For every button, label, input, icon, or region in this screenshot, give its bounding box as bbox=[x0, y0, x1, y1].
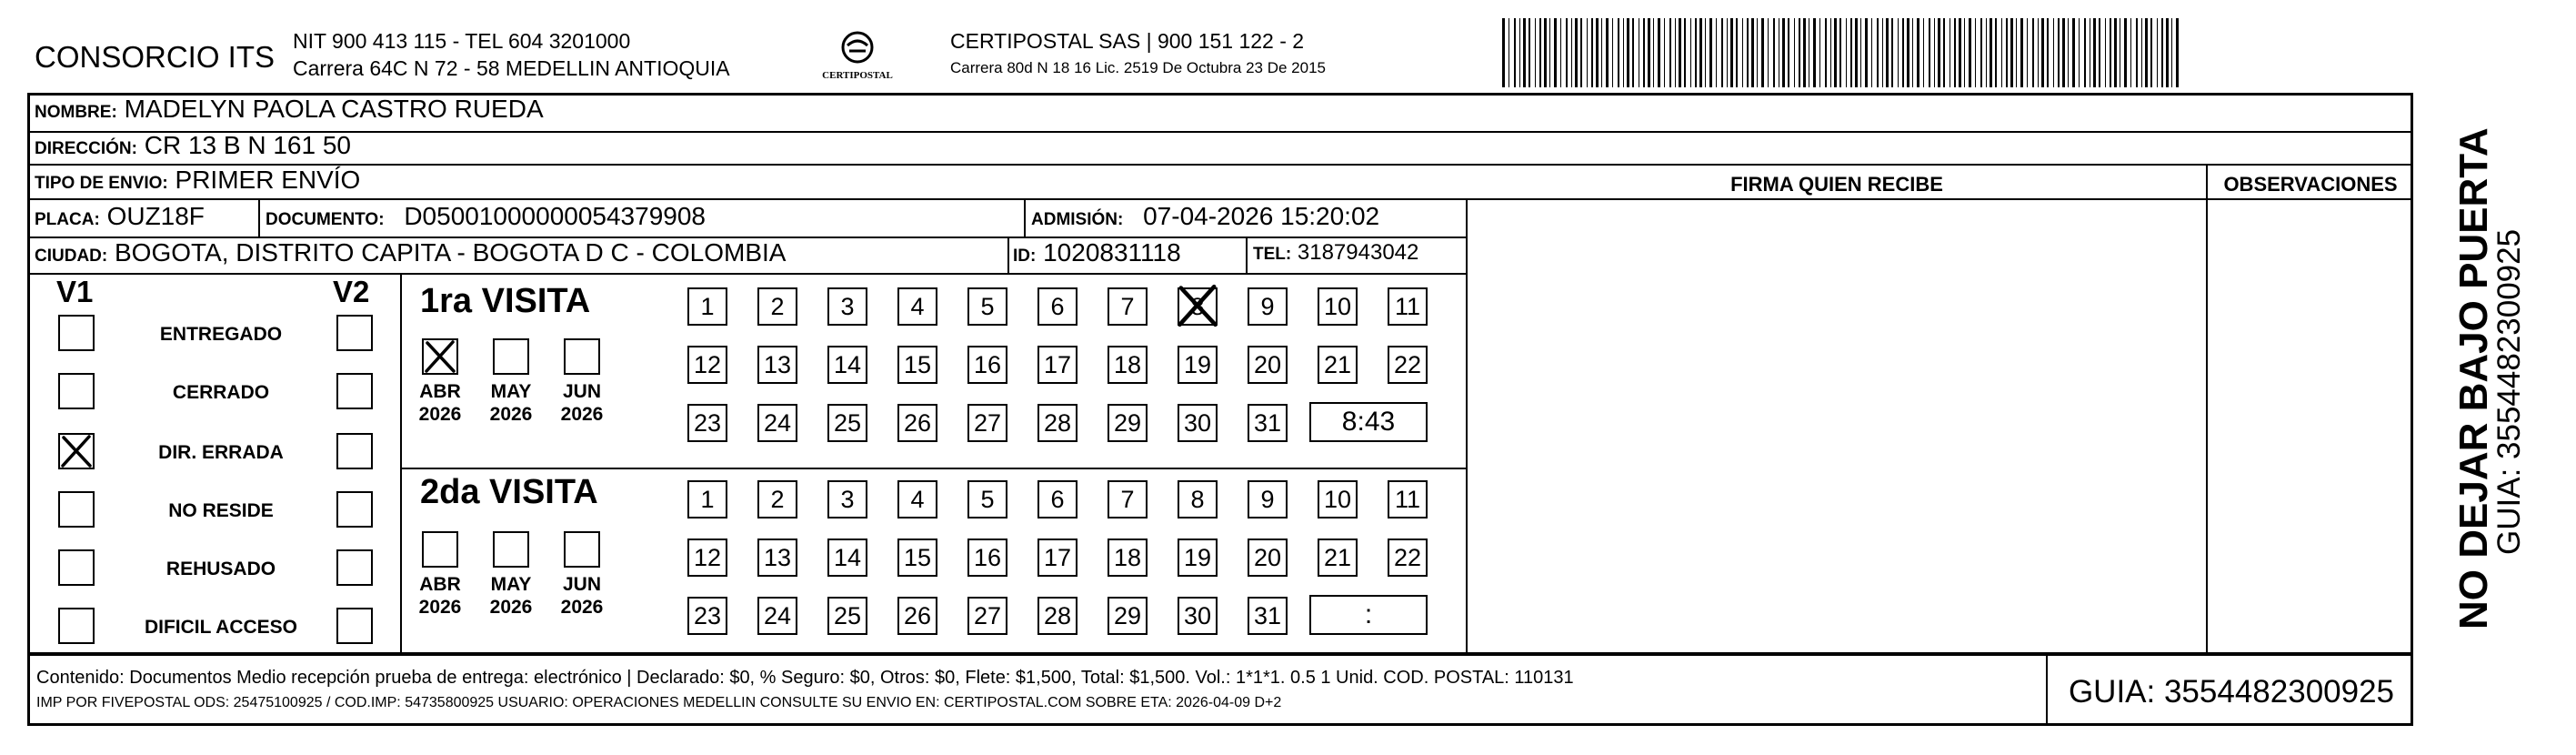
day-box[interactable]: 31 bbox=[1248, 404, 1288, 442]
v1-checkbox[interactable] bbox=[58, 373, 95, 409]
day-box[interactable]: 19 bbox=[1178, 346, 1218, 384]
day-box[interactable]: 31 bbox=[1248, 597, 1288, 635]
day-box[interactable]: 25 bbox=[827, 404, 867, 442]
v2-checkbox[interactable] bbox=[336, 608, 373, 644]
ciudad-label: CIUDAD: bbox=[35, 247, 108, 266]
month-label: JUN 2026 bbox=[560, 381, 604, 425]
visit-time-box[interactable]: 8:43 bbox=[1309, 402, 1428, 442]
month-label: MAY 2026 bbox=[489, 574, 533, 618]
day-box[interactable]: 22 bbox=[1388, 346, 1428, 384]
firma-header: FIRMA QUIEN RECIBE bbox=[1730, 173, 1943, 196]
day-box[interactable]: 30 bbox=[1178, 404, 1218, 442]
v1-checkbox[interactable] bbox=[58, 491, 95, 528]
day-box[interactable]: 17 bbox=[1037, 539, 1078, 577]
day-box[interactable]: 8 bbox=[1178, 287, 1218, 326]
nombre-value: MADELYN PAOLA CASTRO RUEDA bbox=[124, 95, 544, 123]
logo-text: CERTIPOSTAL bbox=[822, 70, 893, 81]
day-box[interactable]: 20 bbox=[1248, 346, 1288, 384]
status-label: DIFICIL ACCESO bbox=[144, 617, 297, 638]
day-box[interactable]: 8 bbox=[1178, 480, 1218, 518]
status-label: NO RESIDE bbox=[168, 500, 274, 521]
day-box[interactable]: 28 bbox=[1037, 404, 1078, 442]
day-box[interactable]: 10 bbox=[1318, 480, 1358, 518]
v2-checkbox[interactable] bbox=[336, 373, 373, 409]
day-box[interactable]: 11 bbox=[1388, 287, 1428, 326]
v2-checkbox[interactable] bbox=[336, 315, 373, 351]
day-box[interactable]: 30 bbox=[1178, 597, 1218, 635]
tipo-envio-value: PRIMER ENVÍO bbox=[175, 166, 361, 194]
v1-checkbox[interactable] bbox=[58, 549, 95, 586]
day-box[interactable]: 15 bbox=[897, 346, 937, 384]
observaciones-header: OBSERVACIONES bbox=[2223, 173, 2398, 196]
barcode bbox=[1502, 18, 2184, 87]
documento-value: D05001000000054379908 bbox=[404, 202, 706, 230]
status-label: REHUSADO bbox=[165, 559, 276, 579]
day-box[interactable]: 15 bbox=[897, 539, 937, 577]
day-box[interactable]: 2 bbox=[757, 287, 797, 326]
day-box[interactable]: 24 bbox=[757, 597, 797, 635]
status-label: CERRADO bbox=[172, 382, 270, 403]
courier-name: CERTIPOSTAL SAS | 900 151 122 - 2 bbox=[950, 29, 1305, 53]
day-box[interactable]: 26 bbox=[897, 597, 937, 635]
day-box[interactable]: 26 bbox=[897, 404, 937, 442]
admision-value: 07-04-2026 15:20:02 bbox=[1143, 202, 1380, 230]
day-box[interactable]: 27 bbox=[967, 597, 1007, 635]
side-guia: GUIA: 3554482300925 bbox=[2491, 228, 2527, 555]
day-box[interactable]: 10 bbox=[1318, 287, 1358, 326]
status-label: ENTREGADO bbox=[159, 324, 283, 345]
nombre-label: NOMBRE: bbox=[35, 103, 117, 122]
day-box[interactable]: 12 bbox=[687, 539, 727, 577]
day-box[interactable]: 29 bbox=[1108, 597, 1148, 635]
day-box[interactable]: 16 bbox=[967, 539, 1007, 577]
footer-content: Contenido: Documentos Medio recepción prueba de entrega: electrónico | Declarado: $0, % Seguro: $0, Otros: $0, Flete: $1,500, Total: $1,500. Vol.: 1*1*1. 0.5 1 Unid. COD. POSTAL: 110131 bbox=[36, 668, 1574, 688]
direccion-field bbox=[35, 131, 351, 160]
day-box[interactable]: 24 bbox=[757, 404, 797, 442]
day-box[interactable]: 29 bbox=[1108, 404, 1148, 442]
direccion-value: CR 13 B N 161 50 bbox=[144, 131, 351, 159]
admision-field bbox=[1031, 202, 1379, 231]
footer-guia: GUIA: 3554482300925 bbox=[2068, 674, 2395, 710]
day-box[interactable]: 12 bbox=[687, 346, 727, 384]
day-box[interactable]: 21 bbox=[1318, 346, 1358, 384]
tipo-envio-field bbox=[35, 166, 360, 195]
placa-field bbox=[35, 202, 205, 231]
day-box[interactable]: 6 bbox=[1037, 480, 1078, 518]
v1-checkbox[interactable] bbox=[58, 433, 95, 469]
month-checkbox[interactable] bbox=[422, 531, 458, 568]
v2-header: V2 bbox=[333, 275, 370, 308]
day-box[interactable]: 17 bbox=[1037, 346, 1078, 384]
documento-label: DOCUMENTO: bbox=[266, 210, 385, 229]
day-box[interactable]: 28 bbox=[1037, 597, 1078, 635]
day-box[interactable]: 25 bbox=[827, 597, 867, 635]
courier-info bbox=[950, 27, 1326, 82]
month-label: JUN 2026 bbox=[560, 574, 604, 618]
courier-address: Carrera 80d N 18 16 Lic. 2519 De Octubra 23 De 2015 bbox=[950, 59, 1326, 76]
tipo-envio-label: TIPO DE ENVIO: bbox=[35, 174, 168, 193]
visit1-title: 1ra VISITA bbox=[420, 282, 591, 320]
v1-checkbox[interactable] bbox=[58, 315, 95, 351]
day-box[interactable]: 7 bbox=[1108, 480, 1148, 518]
day-box[interactable]: 3 bbox=[827, 287, 867, 326]
day-box[interactable]: 13 bbox=[757, 346, 797, 384]
footer-print-info: IMP POR FIVEPOSTAL ODS: 25475100925 / COD.IMP: 54735800925 USUARIO: OPERACIONES MEDELLIN CONSULTE SU ENVIO EN: CERTIPOSTAL.COM SOBRE ETA: 2026-04-09 D+2 bbox=[36, 695, 1282, 710]
x-mark-icon bbox=[1174, 282, 1221, 329]
id-value: 1020831118 bbox=[1043, 238, 1181, 267]
x-mark-icon bbox=[422, 338, 458, 375]
v1-checkbox[interactable] bbox=[58, 608, 95, 644]
placa-label: PLACA: bbox=[35, 210, 100, 229]
v1-header: V1 bbox=[56, 275, 94, 308]
nit-line: NIT 900 413 115 - TEL 604 3201000 bbox=[293, 29, 631, 53]
day-box[interactable]: 4 bbox=[897, 480, 937, 518]
day-box[interactable]: 22 bbox=[1388, 539, 1428, 577]
day-box[interactable]: 4 bbox=[897, 287, 937, 326]
v2-checkbox[interactable] bbox=[336, 491, 373, 528]
visit2-title: 2da VISITA bbox=[420, 473, 598, 511]
day-box[interactable]: 23 bbox=[687, 597, 727, 635]
status-label: DIR. ERRADA bbox=[158, 442, 284, 463]
day-box[interactable]: 14 bbox=[827, 346, 867, 384]
day-box[interactable]: 1 bbox=[687, 287, 727, 326]
day-box[interactable]: 2 bbox=[757, 480, 797, 518]
ciudad-value: BOGOTA, DISTRITO CAPITA - BOGOTA D C - COLOMBIA bbox=[115, 238, 787, 267]
id-label: ID: bbox=[1013, 247, 1037, 266]
day-box[interactable]: 13 bbox=[757, 539, 797, 577]
day-box[interactable]: 11 bbox=[1388, 480, 1428, 518]
admision-label: ADMISIÓN: bbox=[1031, 210, 1124, 229]
month-label: ABR 2026 bbox=[418, 574, 462, 618]
day-box[interactable]: 23 bbox=[687, 404, 727, 442]
day-box[interactable]: 27 bbox=[967, 404, 1007, 442]
month-checkbox[interactable] bbox=[564, 531, 600, 568]
month-label: MAY 2026 bbox=[489, 381, 533, 425]
visit-time-box[interactable]: : bbox=[1309, 595, 1428, 635]
day-box[interactable]: 18 bbox=[1108, 346, 1148, 384]
certipostal-logo bbox=[807, 25, 907, 89]
tel-value: 3187943042 bbox=[1297, 240, 1419, 265]
month-checkbox[interactable] bbox=[493, 531, 529, 568]
tel-label: TEL: bbox=[1253, 245, 1292, 264]
day-box[interactable]: 5 bbox=[967, 287, 1007, 326]
day-box[interactable]: 5 bbox=[967, 480, 1007, 518]
day-box[interactable]: 18 bbox=[1108, 539, 1148, 577]
v2-checkbox[interactable] bbox=[336, 433, 373, 469]
company-address: Carrera 64C N 72 - 58 MEDELLIN ANTIOQUIA bbox=[293, 56, 730, 80]
v2-checkbox[interactable] bbox=[336, 549, 373, 586]
day-box[interactable]: 9 bbox=[1248, 480, 1288, 518]
day-box[interactable]: 16 bbox=[967, 346, 1007, 384]
x-mark-icon bbox=[58, 433, 95, 469]
nombre-field bbox=[35, 95, 544, 124]
company-name: CONSORCIO ITS bbox=[35, 40, 276, 74]
placa-value: OUZ18F bbox=[106, 202, 205, 230]
id-field bbox=[1013, 238, 1181, 267]
direccion-label: DIRECCIÓN: bbox=[35, 139, 137, 158]
day-box[interactable]: 7 bbox=[1108, 287, 1148, 326]
day-box[interactable]: 1 bbox=[687, 480, 727, 518]
company-info bbox=[293, 27, 730, 82]
side-warning: NO DEJAR BAJO PUERTA bbox=[2451, 127, 2496, 629]
day-box[interactable]: 21 bbox=[1318, 539, 1358, 577]
month-checkbox[interactable] bbox=[493, 338, 529, 375]
day-box[interactable]: 6 bbox=[1037, 287, 1078, 326]
day-box[interactable]: 19 bbox=[1178, 539, 1218, 577]
month-checkbox[interactable] bbox=[422, 338, 458, 375]
documento-field bbox=[266, 202, 706, 231]
day-box[interactable]: 20 bbox=[1248, 539, 1288, 577]
month-label: ABR 2026 bbox=[418, 381, 462, 425]
ciudad-field bbox=[35, 238, 786, 267]
day-box[interactable]: 3 bbox=[827, 480, 867, 518]
month-checkbox[interactable] bbox=[564, 338, 600, 375]
day-box[interactable]: 14 bbox=[827, 539, 867, 577]
day-box[interactable]: 9 bbox=[1248, 287, 1288, 326]
tel-field bbox=[1253, 240, 1418, 266]
